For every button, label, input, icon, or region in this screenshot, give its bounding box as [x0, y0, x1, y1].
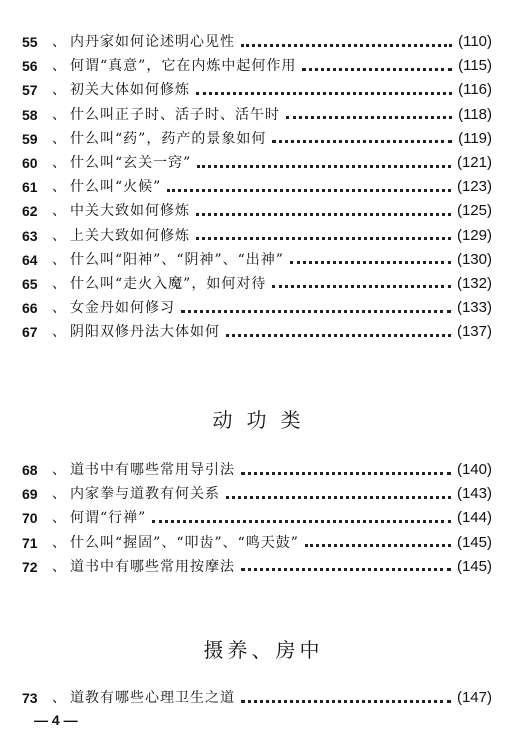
toc-entry: [22, 458, 492, 482]
toc-entry: [22, 320, 492, 344]
toc-entry: [22, 506, 492, 530]
entry-page: (137): [456, 323, 492, 341]
entry-title: 什么叫“玄关一窍”: [70, 155, 192, 172]
entry-separator: 、: [52, 300, 66, 317]
dot-leader: [226, 334, 451, 337]
entry-number: 73: [22, 690, 38, 707]
toc-entry: [22, 175, 492, 199]
dot-leader: [197, 165, 451, 168]
dot-leader: [272, 285, 451, 288]
entry-title: 初关大体如何修炼: [70, 82, 190, 99]
toc-entry: [22, 30, 492, 54]
toc-entry: [22, 686, 492, 710]
entry-number: 68: [22, 462, 38, 479]
dot-leader: [290, 261, 451, 264]
entry-page: (123): [456, 178, 492, 196]
dot-leader: [272, 140, 452, 143]
toc-entry: [22, 248, 492, 272]
section-heading: 动功类: [212, 408, 315, 432]
entry-page: (118): [458, 105, 492, 123]
entry-title: 什么叫“阳神”、“阴神”、“出神”: [70, 251, 284, 268]
dot-leader: [241, 472, 451, 475]
entry-separator: 、: [52, 690, 66, 707]
entry-page: (147): [456, 689, 492, 707]
entry-page: (129): [456, 226, 492, 244]
toc-group-3: [22, 686, 492, 710]
entry-separator: 、: [52, 82, 66, 99]
entry-title: 什么叫“药”，药产的景象如何: [70, 130, 267, 147]
toc-entry: [22, 272, 492, 296]
dot-leader: [196, 237, 451, 240]
toc-entry: [22, 224, 492, 248]
entry-number: 69: [22, 486, 38, 503]
dot-leader: [196, 92, 452, 95]
entry-number: 58: [22, 106, 38, 123]
entry-title: 阴阳双修丹法大体如何: [70, 324, 220, 341]
entry-title: 何谓“真意”，它在内炼中起何作用: [70, 58, 297, 75]
entry-separator: 、: [52, 534, 66, 551]
toc-entry: [22, 296, 492, 320]
entry-number: 61: [22, 179, 38, 196]
dot-leader: [181, 310, 451, 313]
entry-title: 何谓“行禅”: [70, 510, 147, 527]
entry-page: (121): [456, 154, 492, 172]
toc-entry: [22, 151, 492, 175]
dot-leader: [305, 544, 451, 547]
entry-page: (130): [456, 250, 492, 268]
entry-number: 63: [22, 227, 38, 244]
entry-title: 内家拳与道教有何关系: [70, 486, 220, 503]
entry-number: 66: [22, 300, 38, 317]
entry-separator: 、: [52, 155, 66, 172]
toc-entry: [22, 127, 492, 151]
entry-title: 什么叫“走火入魔”，如何对待: [70, 275, 267, 292]
entry-title: 道书中有哪些常用导引法: [70, 462, 235, 479]
entry-page: (144): [456, 509, 492, 527]
dot-leader: [167, 189, 451, 192]
entry-separator: 、: [52, 179, 66, 196]
dot-leader: [152, 520, 451, 523]
entry-title: 女金丹如何修习: [70, 300, 175, 317]
entry-page: (110): [458, 33, 492, 51]
entry-number: 57: [22, 82, 38, 99]
entry-separator: 、: [52, 130, 66, 147]
entry-separator: 、: [52, 275, 66, 292]
entry-separator: 、: [52, 251, 66, 268]
entry-page: (145): [456, 533, 492, 551]
entry-separator: 、: [52, 558, 66, 575]
toc-group-2: [22, 458, 492, 579]
entry-separator: 、: [52, 58, 66, 75]
toc-entry: [22, 482, 492, 506]
entry-separator: 、: [52, 462, 66, 479]
entry-number: 72: [22, 558, 38, 575]
toc-entry: [22, 103, 492, 127]
toc-entry: [22, 199, 492, 223]
entry-separator: 、: [52, 324, 66, 341]
dot-leader: [302, 68, 452, 71]
dot-leader: [286, 116, 452, 119]
entry-number: 64: [22, 251, 38, 268]
entry-page: (125): [456, 202, 492, 220]
entry-number: 71: [22, 534, 38, 551]
entry-number: 59: [22, 130, 38, 147]
entry-separator: 、: [52, 203, 66, 220]
entry-number: 67: [22, 324, 38, 341]
entry-separator: 、: [52, 510, 66, 527]
entry-page: (132): [456, 274, 492, 292]
dot-leader: [196, 213, 451, 216]
entry-title: 道书中有哪些常用按摩法: [70, 558, 235, 575]
toc-entry: [22, 78, 492, 102]
toc-group-1: [22, 30, 492, 344]
toc-entry: [22, 54, 492, 78]
entry-separator: 、: [52, 34, 66, 51]
entry-page: (116): [458, 81, 492, 99]
entry-number: 55: [22, 34, 38, 51]
entry-number: 70: [22, 510, 38, 527]
dot-leader: [241, 568, 451, 571]
dot-leader: [226, 496, 451, 499]
entry-title: 什么叫“火候”: [70, 179, 162, 196]
entry-separator: 、: [52, 227, 66, 244]
entry-number: 60: [22, 155, 38, 172]
entry-page: (143): [456, 485, 492, 503]
toc-entry: [22, 531, 492, 555]
entry-title: 上关大致如何修炼: [70, 227, 190, 244]
entry-title: 什么叫正子时、活子时、活午时: [70, 106, 280, 123]
toc-entry: [22, 555, 492, 579]
page-number: — 4 —: [34, 712, 78, 728]
entry-page: (115): [458, 57, 492, 75]
entry-separator: 、: [52, 106, 66, 123]
entry-title: 什么叫“握固”、“叩齿”、“鸣天鼓”: [70, 534, 299, 551]
entry-page: (133): [456, 299, 492, 317]
entry-title: 中关大致如何修炼: [70, 203, 190, 220]
dot-leader: [241, 700, 451, 703]
entry-number: 65: [22, 275, 38, 292]
section-heading: 摄养、房中: [203, 638, 324, 662]
entry-title: 内丹家如何论述明心见性: [70, 34, 235, 51]
entry-page: (140): [456, 461, 492, 479]
entry-page: (145): [456, 557, 492, 575]
entry-number: 56: [22, 58, 38, 75]
entry-number: 62: [22, 203, 38, 220]
dot-leader: [241, 44, 452, 47]
entry-separator: 、: [52, 486, 66, 503]
entry-title: 道教有哪些心理卫生之道: [70, 690, 235, 707]
entry-page: (119): [458, 129, 492, 147]
